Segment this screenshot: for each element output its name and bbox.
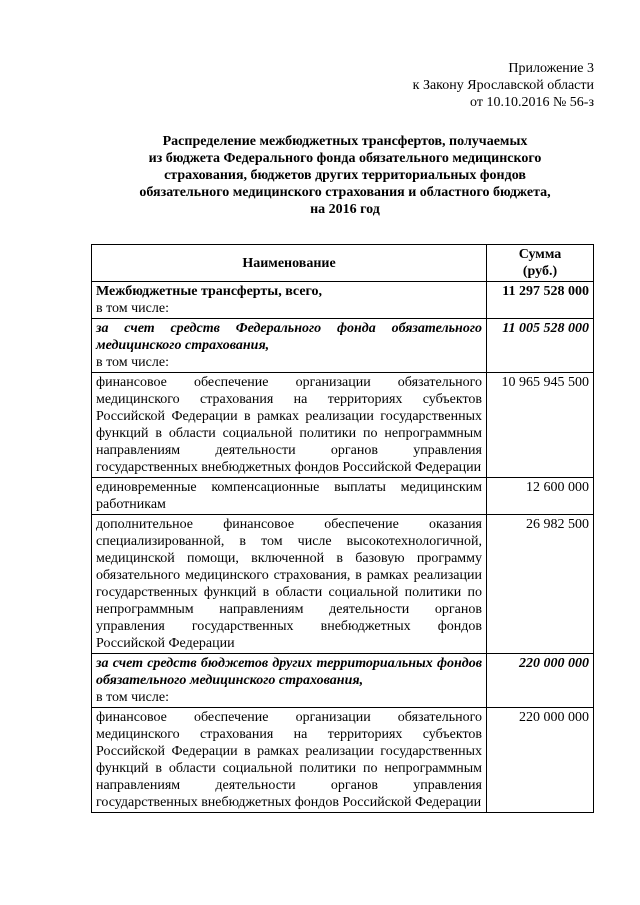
- row-sum: 12 600 000: [487, 478, 594, 515]
- table-row-territorial-funds: [92, 654, 594, 708]
- appendix-law: к Закону Ярославской области: [412, 78, 594, 93]
- appendix-number: Приложение 3: [508, 61, 594, 76]
- row-name: единовременные компенсационные выплаты медицинским работникам: [92, 478, 487, 515]
- appendix-date: от 10.10.2016 № 56-з: [470, 95, 594, 110]
- header-name: Наименование: [92, 245, 487, 282]
- row-sub-text: в том числе:: [96, 301, 169, 316]
- row-sum: 26 982 500: [487, 515, 594, 654]
- row-sum: 10 965 945 500: [487, 373, 594, 478]
- table-row-total: [92, 282, 594, 319]
- title-line: на 2016 год: [310, 202, 380, 217]
- row-name: финансовое обеспечение организации обязательного медицинского страхования на территориях субъектов Российской Федерации в рамках реализации государственных функций в области социальной политики по непрограммным направлениям деятельности органов управления государственных внебюджетных фондов Российской Федерации: [92, 708, 487, 813]
- table-header-row: [92, 245, 594, 282]
- row-name: финансовое обеспечение организации обязательного медицинского страхования на территориях субъектов Российской Федерации в рамках реализации государственных функций в области социальной политики по непрограммным направлениям деятельности органов управления государственных внебюджетных фондов Российской Федерации: [92, 373, 487, 478]
- table-row: [92, 515, 594, 654]
- title-line: страхования, бюджетов других территориальных фондов: [164, 168, 526, 183]
- row-sum: 11 005 528 000: [487, 319, 594, 373]
- title-line: обязательного медицинского страхования и областного бюджета,: [139, 185, 551, 200]
- row-name: [92, 282, 487, 319]
- title-line: из бюджета Федерального фонда обязательного медицинского: [148, 151, 542, 166]
- table-row-federal-fund: [92, 319, 594, 373]
- row-name: дополнительное финансовое обеспечение оказания специализированной, в том числе высокотехнологичной, медицинской помощи, включенной в базовую программу обязательного медицинского страхования, в рамках реализации государственных функций в области социальной политики по непрограммным направлениям деятельности органов управления государственных внебюджетных фондов Российской Федерации: [92, 515, 487, 654]
- row-sub-text: в том числе:: [96, 355, 169, 370]
- table-row: [92, 373, 594, 478]
- row-name: [92, 654, 487, 708]
- row-sum: 11 297 528 000: [487, 282, 594, 319]
- table-row: [92, 478, 594, 515]
- title-line: Распределение межбюджетных трансфертов, получаемых: [162, 134, 528, 149]
- appendix-reference: [413, 60, 594, 111]
- row-name-text: за счет средств бюджетов других территориальных фондов обязательного медицинского страхования,: [96, 656, 482, 688]
- row-name-text: Межбюджетные трансферты, всего,: [96, 284, 323, 299]
- row-sub-text: в том числе:: [96, 690, 169, 705]
- row-name: [92, 319, 487, 373]
- header-sum: [487, 245, 594, 282]
- document-title: [95, 133, 595, 218]
- header-sum-label: Сумма: [518, 247, 562, 262]
- transfers-table: [91, 244, 594, 813]
- table-row: [92, 708, 594, 813]
- header-sum-unit: (руб.): [522, 264, 558, 279]
- row-name-text: за счет средств Федерального фонда обязательного медицинского страхования,: [96, 321, 482, 353]
- row-sum: 220 000 000: [487, 654, 594, 708]
- row-sum: 220 000 000: [487, 708, 594, 813]
